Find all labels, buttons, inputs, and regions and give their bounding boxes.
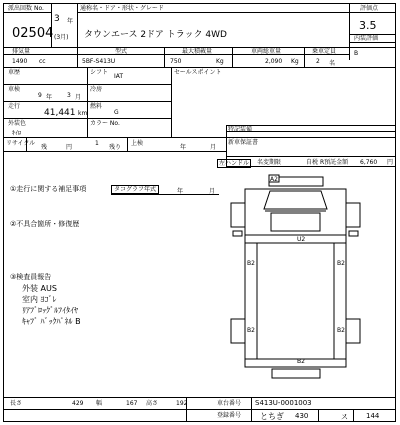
divider — [4, 84, 171, 85]
cc-label: 排気量 — [12, 48, 31, 55]
divider — [87, 67, 88, 137]
grade-value: 3.5 — [359, 19, 377, 32]
exterior-color-value: ｷｲﾛ — [12, 130, 22, 137]
report-line: ｷｬﾌﾞ ﾊﾞｯｸﾊﾟﾈﾙ B — [22, 317, 81, 326]
plate-class: 430 — [295, 412, 309, 420]
divider — [171, 67, 172, 137]
aircon-label: 冷房 — [90, 86, 103, 93]
recycle-leave: 残 — [41, 144, 48, 151]
divider — [4, 67, 395, 68]
divider — [4, 118, 171, 119]
model-value: 5BF-S413U — [82, 58, 116, 65]
rear-bumper — [272, 369, 320, 378]
divider — [4, 12, 51, 13]
divider — [353, 409, 354, 421]
truck-outline — [245, 189, 346, 367]
lot-no-label: No. — [34, 5, 44, 12]
plate-label: 登録番号 — [217, 412, 242, 419]
interior-value: B — [354, 50, 359, 57]
divider — [4, 137, 395, 138]
handle-label: 左ハンドル — [219, 160, 250, 167]
title-label: 通称名・ドア・形状・グレード — [80, 5, 164, 12]
plate-region: とちぎ — [260, 412, 284, 421]
year-unit: 年 — [67, 18, 74, 25]
special-equipment-label: 特記装備 — [228, 126, 253, 133]
report-line: 室内 ﾖｺﾞﾚ — [22, 295, 57, 304]
r-depreciation-label: R預託金額 — [320, 159, 349, 166]
month-value: (3月) — [54, 34, 69, 41]
inspection-month: 3 — [67, 92, 71, 99]
r-depreciation-value: 6,760 — [360, 159, 378, 166]
title-change-label: 名変期限 — [257, 159, 282, 166]
inspection-month-unit: 月 — [75, 94, 82, 101]
tacho-label: タコグラフ年式 — [111, 185, 159, 194]
grade-label: 評価点 — [360, 5, 379, 12]
length-value: 429 — [72, 400, 84, 407]
plate-number: 144 — [366, 412, 380, 420]
load-unit: Kg — [216, 58, 224, 65]
divider — [226, 156, 395, 157]
shift-label: シフト — [90, 69, 109, 76]
history-label: 車歴 — [8, 69, 21, 76]
chassis-value: S413U-0001003 — [255, 399, 312, 407]
divider — [77, 12, 349, 13]
divider — [4, 151, 226, 152]
weight-label: 車両総重量 — [251, 48, 282, 55]
recycle-label: リサイクル — [6, 140, 36, 147]
divider — [251, 397, 252, 421]
damage-mark: U2 — [297, 236, 306, 243]
chassis-label: 車台番号 — [217, 400, 242, 407]
plate-kana: ス — [341, 413, 348, 421]
inspection-year: 9 — [38, 92, 42, 99]
load-label: 最大積載量 — [182, 48, 213, 55]
divider — [127, 137, 128, 151]
damage-mark: B2 — [337, 260, 345, 267]
damage-mark: A2 — [270, 176, 278, 183]
width-value: 167 — [126, 400, 138, 407]
new-car-warranty-label: 新車保証書 — [228, 139, 259, 146]
inspect-year: 年 — [180, 144, 187, 151]
divider — [111, 194, 219, 195]
color-no-label: カラー No. — [90, 120, 120, 127]
divider — [304, 47, 305, 67]
divider — [318, 409, 319, 421]
inspection-label: 車検 — [8, 86, 21, 93]
exterior-color-label: 外装色 — [8, 120, 27, 127]
capacity-value: 2 — [316, 58, 320, 65]
front-right-wheel — [346, 203, 360, 227]
divider — [349, 42, 395, 43]
divider — [77, 47, 78, 67]
recycle-count: 1 — [95, 140, 99, 147]
model-label: 型式 — [115, 48, 128, 55]
report-line: ﾘｱﾌﾞﾛｯｸﾞﾙﾌｲﾀｲﾔ — [22, 306, 78, 315]
cc-value: 1490 — [12, 58, 28, 65]
capacity-label: 乗車定員 — [312, 48, 337, 55]
car-name: タウンエース 2ドア トラック 4WD — [84, 30, 227, 40]
capacity-unit: 名 — [329, 60, 336, 67]
width-label: 幅 — [96, 400, 103, 407]
divider — [77, 4, 78, 47]
tacho-month: 月 — [209, 188, 216, 195]
divider — [4, 409, 395, 410]
recycle-remain: 残り — [109, 144, 122, 151]
rear-left-wheel — [231, 319, 245, 343]
height-label: 高さ — [146, 400, 159, 407]
divider — [232, 47, 233, 67]
defect-label: ②不具合箇所・修復歴 — [10, 220, 80, 228]
weight-unit: Kg — [291, 58, 299, 65]
fuel-label: 燃料 — [90, 103, 103, 110]
front-left-wheel — [231, 203, 245, 227]
cab-roof — [264, 191, 327, 209]
divider — [4, 101, 171, 102]
report-line: 外装 AUS — [22, 284, 57, 293]
mileage-value: 41,441 — [44, 108, 76, 118]
height-value: 192 — [176, 400, 188, 407]
cc-unit: cc — [39, 58, 46, 65]
driving-note-label: ①走行に関する補足事項 — [10, 185, 87, 193]
inspect-label: 上検 — [131, 140, 144, 147]
divider — [349, 12, 395, 13]
interior-label: 内装評価 — [354, 35, 379, 42]
inspect-month: 月 — [210, 144, 217, 151]
recycle-yen: 円 — [66, 144, 73, 151]
load-value: 750 — [170, 58, 182, 65]
damage-mark: B2 — [247, 327, 255, 334]
fuel-value: G — [114, 109, 119, 116]
inspection-year-unit: 年 — [46, 94, 53, 101]
inspector-report-label: ③検査員報告 — [10, 273, 52, 281]
mileage-unit: km — [78, 110, 88, 117]
divider — [4, 54, 349, 55]
rear-right-wheel — [346, 319, 360, 343]
year-value: 3 — [54, 14, 60, 24]
sale-count-label: 派出回数 — [8, 5, 33, 12]
damage-mark: B2 — [297, 358, 305, 365]
divider — [4, 397, 395, 398]
vehicle-diagram — [229, 169, 364, 387]
shift-value: IAT — [114, 73, 124, 80]
divider — [164, 47, 165, 67]
mileage-label: 走行 — [8, 103, 21, 110]
auction-sheet — [3, 3, 396, 422]
tacho-year: 年 — [177, 188, 184, 195]
lot-number: 02504 — [12, 26, 54, 41]
length-label: 長さ — [10, 400, 23, 407]
damage-mark: B2 — [247, 260, 255, 267]
damage-mark: B2 — [337, 327, 345, 334]
weight-value: 2,090 — [265, 58, 283, 65]
auto-tax-label: 自税 — [306, 159, 319, 166]
selling-points-label: セールスポイント — [174, 69, 222, 76]
divider — [226, 166, 395, 167]
r-depreciation-yen: 円 — [387, 159, 394, 166]
